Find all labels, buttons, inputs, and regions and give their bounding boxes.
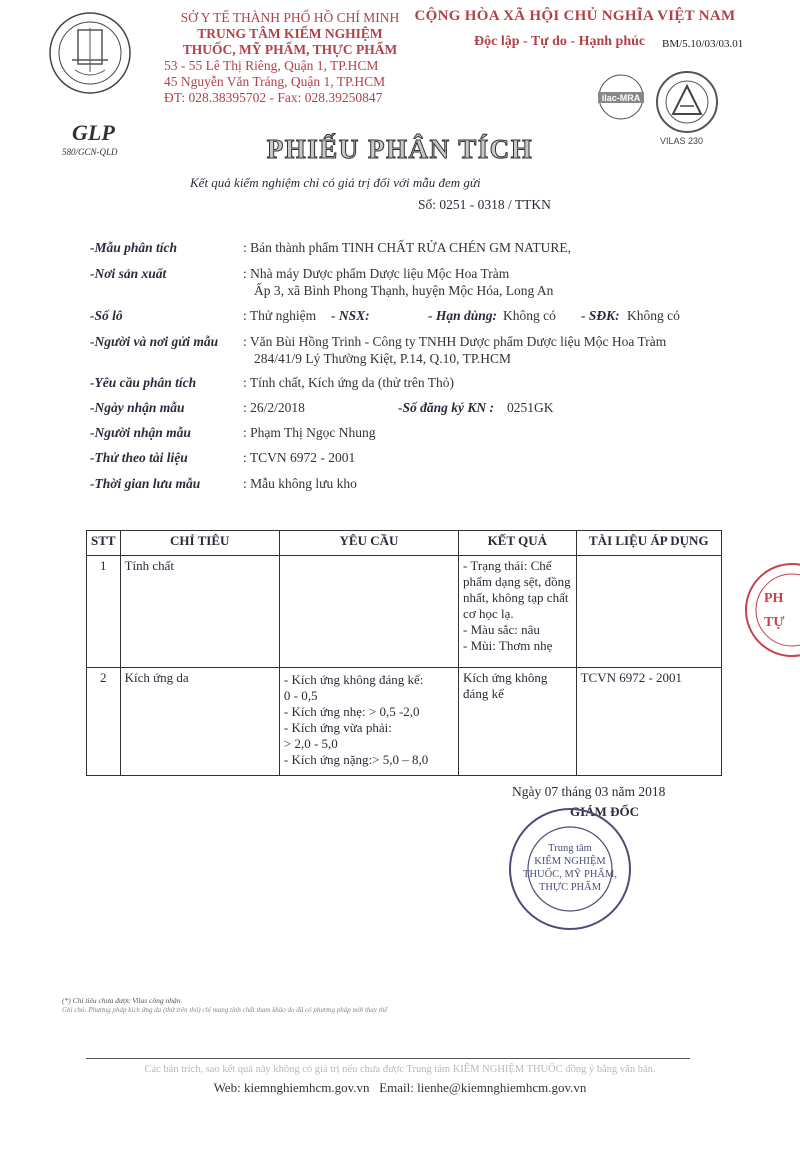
- document-reference: BM/5.10/03/03.01: [662, 38, 744, 50]
- report-number: Số: 0251 - 0318 / TTKN: [418, 197, 551, 212]
- national-motto: Độc lập - Tự do - Hạnh phúc: [474, 34, 646, 49]
- svg-text:TỰ: TỰ: [764, 615, 785, 630]
- test-register-label: -Số đăng ký KN :: [398, 400, 495, 415]
- receiver-value: : Phạm Thị Ngọc Nhung: [243, 425, 376, 440]
- result-line: đáng kể: [463, 686, 504, 701]
- sender-address: 284/41/9 Lý Thường Kiệt, P.14, Q.10, TP.HCM: [254, 351, 511, 366]
- sample-label: -Mẫu phân tích: [90, 240, 178, 255]
- nsx-label: - NSX:: [331, 308, 370, 323]
- header-criterion: CHỈ TIÊU: [120, 531, 279, 556]
- results-table: [86, 530, 722, 776]
- registration-label: - SĐK:: [581, 308, 620, 323]
- sender-value: : Văn Bùi Hồng Trinh - Công ty TNHH Dược phẩm Dược liệu Mộc Hoa Tràm: [243, 334, 667, 349]
- vilas-number: VILAS 230: [660, 136, 704, 146]
- web-label: Web:: [213, 1080, 241, 1095]
- result-line: nhất, không tạp chất: [463, 590, 569, 605]
- lot-label: -Số lô: [90, 308, 123, 323]
- row-stt: 1: [87, 556, 121, 668]
- address-line-2: 45 Nguyễn Văn Tráng, Quận 1, TP.HCM: [164, 74, 386, 89]
- table-header-row: [87, 531, 722, 556]
- address-line-1: 53 - 55 Lê Thị Riêng, Quận 1, TP.HCM: [164, 58, 379, 73]
- seal-line: THỰC PHẨM: [538, 882, 602, 893]
- header-reference: TÀI LIỆU ÁP DỤNG: [576, 531, 721, 556]
- validity-note: Kết quả kiểm nghiệm chỉ có giá trị đối với mẫu đem gửi: [190, 175, 481, 190]
- manufacturer-label: -Nơi sản xuất: [90, 266, 167, 281]
- requirement-line: 0 - 0,5: [283, 688, 318, 703]
- org-line-center: TRUNG TÂM KIỂM NGHIỆM: [197, 26, 383, 41]
- table-row: [87, 668, 722, 776]
- ilac-text: ilac-MRA: [601, 93, 641, 103]
- nation-name: CỘNG HÒA XÃ HỘI CHỦ NGHĨA VIỆT NAM: [414, 8, 736, 24]
- document-title: PHIẾU PHÂN TÍCH: [266, 134, 534, 164]
- row-requirement: [279, 556, 458, 668]
- web-link[interactable]: kiemnghiemhcm.gov.vn: [243, 1080, 370, 1095]
- result-line: - Mùi: Thơm nhẹ: [463, 638, 553, 653]
- row-reference: [576, 556, 721, 668]
- row-result: [459, 556, 577, 668]
- result-line: phẩm dạng sệt, đồng: [463, 574, 571, 589]
- sender-label: -Người và nơi gửi mẫu: [90, 334, 219, 349]
- row-requirement: [279, 668, 458, 776]
- organization-header: [160, 10, 420, 106]
- national-header: [410, 8, 740, 25]
- retention-label: -Thời gian lưu mẫu: [90, 476, 201, 491]
- table-row: [87, 556, 722, 668]
- receipt-date-value: : 26/2/2018: [243, 400, 305, 415]
- header-stt: STT: [87, 531, 121, 556]
- row-stt: 2: [87, 668, 121, 776]
- result-line: cơ học lạ.: [463, 606, 514, 621]
- lot-value: : Thử nghiệm: [243, 308, 317, 323]
- requirement-line: - Kích ứng nhẹ: > 0,5 -2,0: [283, 704, 420, 719]
- glp-mark: GLP: [72, 120, 115, 145]
- test-register-value: 0251GK: [507, 400, 554, 415]
- row-criterion: Tính chất: [120, 556, 279, 668]
- expiry-label: - Hạn dùng:: [428, 308, 498, 323]
- expiry-value: Không có: [503, 308, 556, 323]
- partial-stamp: [720, 530, 800, 690]
- footer-divider: [86, 1058, 690, 1059]
- manufacturer-value: : Nhà máy Dược phẩm Dược liệu Mộc Hoa Tràm: [243, 266, 510, 281]
- row-criterion: Kích ứng da: [120, 668, 279, 776]
- footer-copy-warning: Các bản trích, sao kết quả này không có giá trị nếu chưa được Trung tâm KIỂM NGHIỆM THUỐC đồng ý bằng văn bản.: [144, 1064, 656, 1075]
- org-line-ministry: SỞ Y TẾ THÀNH PHỐ HỒ CHÍ MINH: [180, 10, 400, 25]
- svg-text:PH: PH: [764, 591, 784, 606]
- email-label: Email:: [379, 1080, 414, 1095]
- standard-label: -Thử theo tài liệu: [90, 450, 188, 465]
- header-requirement: YÊU CẦU: [279, 531, 458, 556]
- header-result: KẾT QUẢ: [459, 531, 577, 556]
- org-line-scope: THUỐC, MỸ PHẨM, THỰC PHẨM: [182, 42, 398, 57]
- requirement-line: - Kích ứng vừa phải:: [283, 720, 392, 735]
- official-seal: [505, 804, 635, 934]
- retention-value: : Mẫu không lưu kho: [243, 476, 357, 491]
- requirement-line: > 2,0 - 5,0: [283, 736, 338, 751]
- registration-value: Không có: [627, 308, 680, 323]
- receipt-date-label: -Ngày nhận mẫu: [90, 400, 185, 415]
- center-logo-seal: [45, 8, 135, 98]
- standard-value: : TCVN 6972 - 2001: [243, 450, 356, 465]
- signing-date: Ngày 07 tháng 03 năm 2018: [512, 784, 666, 799]
- phone-fax-line: ĐT: 028.38395702 - Fax: 028.39250847: [164, 90, 383, 105]
- glp-certificate-number: 580/GCN-QLD: [62, 147, 118, 157]
- footnote-method: Ghi chú: Phương pháp kích ứng da (thử trên thỏ) chỉ mang tính chất tham khảo do đã có phương pháp mới thay thế: [62, 1006, 388, 1014]
- request-label: -Yêu cầu phân tích: [90, 375, 197, 390]
- result-line: - Trạng thái: Chế: [463, 558, 552, 573]
- request-value: : Tính chất, Kích ứng da (thử trên Thỏ): [243, 375, 454, 390]
- receiver-label: -Người nhận mẫu: [90, 425, 191, 440]
- requirement-line: - Kích ứng không đáng kể:: [283, 672, 424, 687]
- result-line: Kích ứng không: [463, 670, 548, 685]
- manufacturer-address: Ấp 3, xã Bình Phong Thạnh, huyện Mộc Hóa, Long An: [254, 283, 554, 298]
- requirement-line: - Kích ứng nặng:> 5,0 – 8,0: [283, 752, 429, 767]
- seal-line: THUỐC, MỸ PHẨM,: [523, 869, 617, 880]
- sample-value: : Bán thành phẩm TINH CHẤT RỬA CHÉN GM NATURE,: [243, 240, 571, 255]
- row-result: [459, 668, 577, 776]
- email-link[interactable]: lienhe@kiemnghiemhcm.gov.vn: [417, 1080, 587, 1095]
- seal-line: KIỂM NGHIỆM: [534, 856, 606, 867]
- footnote-vilas: (*) Chỉ tiêu chưa được Vilas công nhận.: [62, 996, 183, 1005]
- director-title: GIÁM ĐỐC: [570, 804, 639, 819]
- seal-line: Trung tâm: [548, 843, 592, 854]
- result-line: - Màu sắc: nâu: [463, 622, 540, 637]
- ilac-mra-logo: [592, 72, 650, 134]
- row-reference: TCVN 6972 - 2001: [576, 668, 721, 776]
- footer-contact: [0, 1080, 800, 1096]
